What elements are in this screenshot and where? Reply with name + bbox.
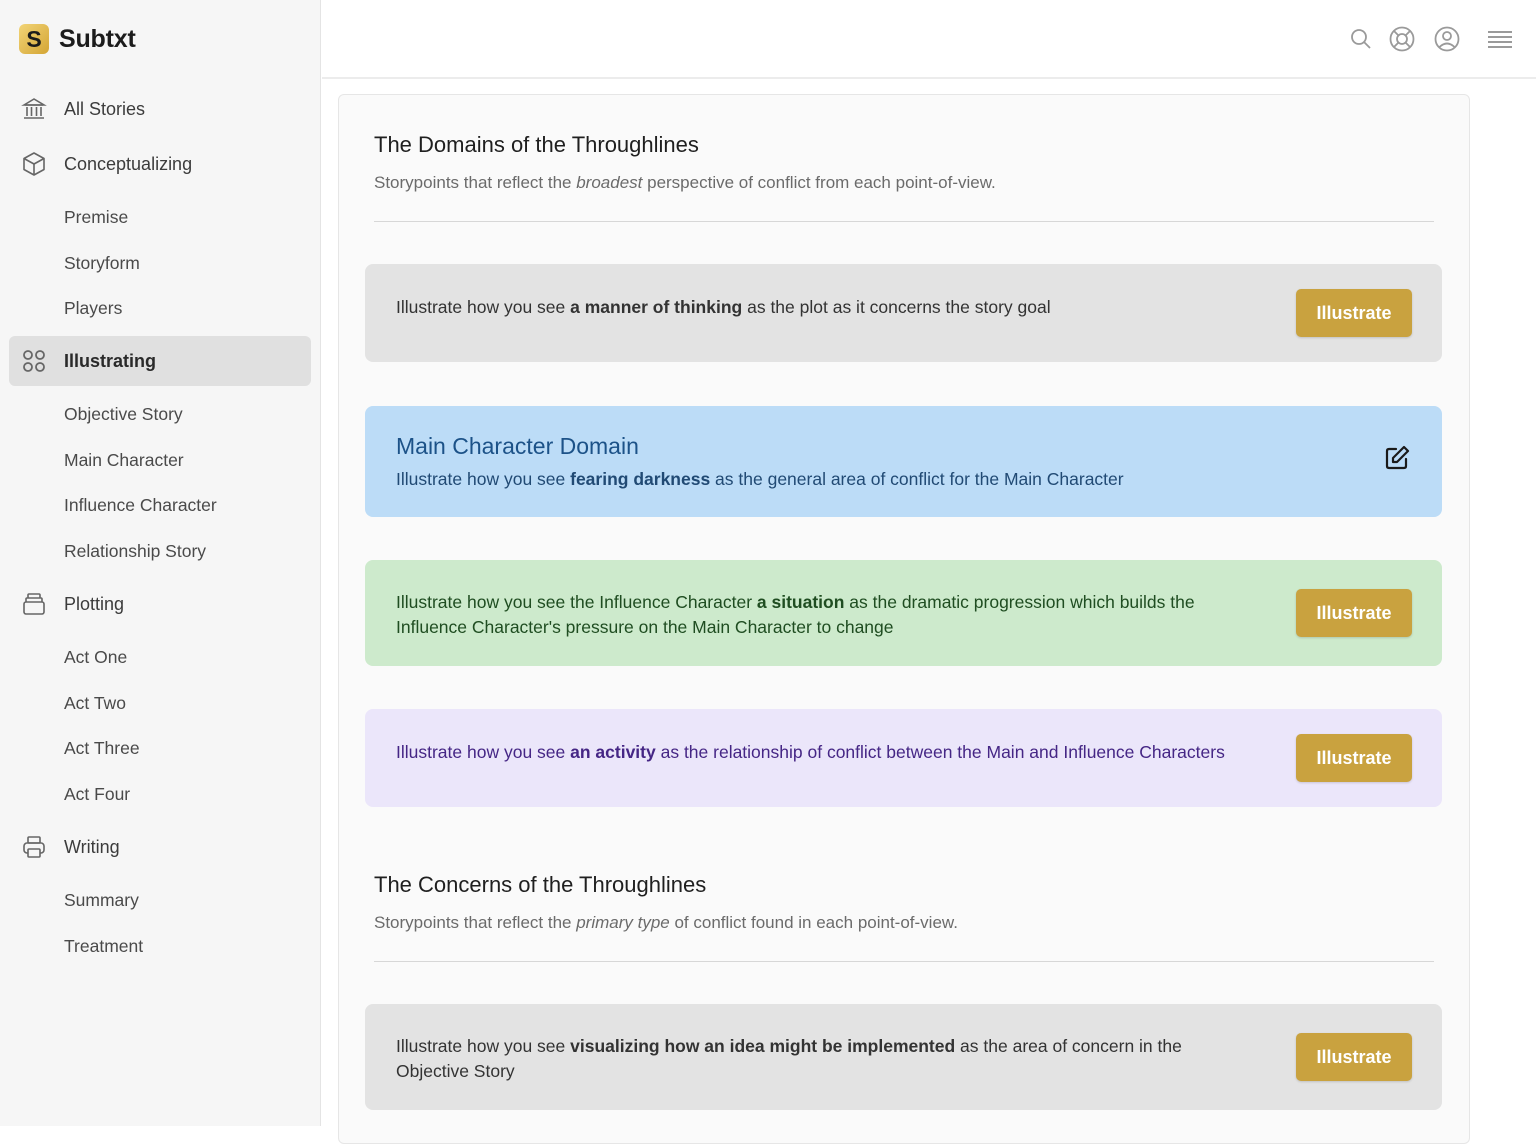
illustrate-button[interactable]: Illustrate — [1296, 289, 1412, 337]
storypoint-text: Illustrate how you see fearing darkness as the general area of conflict for the Main Character — [396, 469, 1124, 489]
divider — [374, 961, 1434, 962]
section-title-domains: The Domains of the Throughlines — [374, 132, 699, 157]
edit-icon[interactable] — [1383, 444, 1411, 472]
divider — [374, 221, 1434, 222]
sidebar-subitem-act-one[interactable]: Act One — [64, 647, 128, 667]
section-subtitle-concerns: Storypoints that reflect the primary type of conflict found in each point-of-view. — [374, 913, 958, 932]
brand[interactable] — [19, 24, 136, 54]
sidebar-subitem-relationship-story[interactable]: Relationship Story — [64, 541, 207, 561]
storypoint-title: Main Character Domain — [396, 433, 639, 459]
sidebar-subitem-act-three[interactable]: Act Three — [64, 738, 140, 758]
storypoint-influence-character-domain — [365, 560, 1442, 666]
sidebar-subitem-treatment[interactable]: Treatment — [64, 936, 144, 956]
illustrate-button[interactable]: Illustrate — [1296, 1033, 1412, 1081]
sidebar-subitem-main-character[interactable]: Main Character — [64, 450, 184, 470]
logo-icon: S — [19, 24, 49, 54]
bank-icon — [21, 96, 47, 122]
sidebar-subitem-players[interactable]: Players — [64, 298, 123, 318]
sidebar-item-writing[interactable] — [9, 822, 311, 872]
user-icon[interactable] — [1432, 24, 1462, 54]
stack-icon — [21, 591, 47, 617]
section-title-concerns: The Concerns of the Throughlines — [374, 872, 707, 897]
sidebar — [0, 0, 321, 1126]
illustrate-button[interactable]: Illustrate — [1296, 589, 1412, 637]
help-icon[interactable] — [1387, 24, 1417, 54]
grid-icon — [21, 348, 47, 374]
storypoint-main-character-domain — [365, 406, 1442, 517]
sidebar-item-label: All Stories — [64, 98, 146, 119]
storypoint-text: Illustrate how you see an activity as the relationship of conflict between the Main and Influence Characters — [396, 742, 1225, 762]
storypoint-objective-story-domain — [365, 264, 1442, 362]
sidebar-item-illustrating[interactable] — [9, 336, 311, 386]
sidebar-item-label: Plotting — [64, 593, 125, 614]
storypoint-text: Illustrate how you see a manner of thinking as the plot as it concerns the story goal — [396, 297, 1051, 317]
storypoint-objective-story-concern — [365, 1004, 1442, 1110]
illustrate-button[interactable]: Illustrate — [1296, 734, 1412, 782]
storypoint-text: Illustrate how you see visualizing how an idea might be implemented as the area of concern in the Objective Story — [396, 1036, 1182, 1081]
sidebar-subitem-storyform[interactable]: Storyform — [64, 253, 140, 273]
sidebar-subitem-influence-character[interactable]: Influence Character — [64, 495, 217, 515]
brand-name: Subtxt — [59, 24, 136, 53]
section-subtitle-domains: Storypoints that reflect the broadest perspective of conflict from each point-of-view. — [374, 173, 996, 192]
cube-icon — [21, 151, 47, 177]
sidebar-subitem-summary[interactable]: Summary — [64, 890, 139, 910]
sidebar-subitem-premise[interactable]: Premise — [64, 207, 129, 227]
sidebar-item-label: Writing — [64, 836, 120, 857]
printer-icon — [21, 834, 47, 860]
storypoint-relationship-story-domain — [365, 709, 1442, 807]
sidebar-item-label: Conceptualizing — [64, 153, 193, 174]
sidebar-item-plotting[interactable] — [9, 579, 311, 629]
topbar — [322, 0, 1536, 79]
search-icon[interactable] — [1346, 24, 1376, 54]
sidebar-subitem-act-four[interactable]: Act Four — [64, 784, 131, 804]
menu-icon[interactable] — [1485, 24, 1515, 54]
sidebar-subitem-objective-story[interactable]: Objective Story — [64, 404, 183, 424]
storypoint-text: Illustrate how you see the Influence Character a situation as the dramatic progression which builds the Influence Character's pressure on the Main Character to change — [396, 592, 1195, 637]
sidebar-item-conceptualizing[interactable] — [9, 139, 311, 189]
sidebar-item-label: Illustrating — [64, 350, 157, 371]
sidebar-item-all-stories[interactable] — [9, 84, 311, 134]
sidebar-subitem-act-two[interactable]: Act Two — [64, 693, 126, 713]
